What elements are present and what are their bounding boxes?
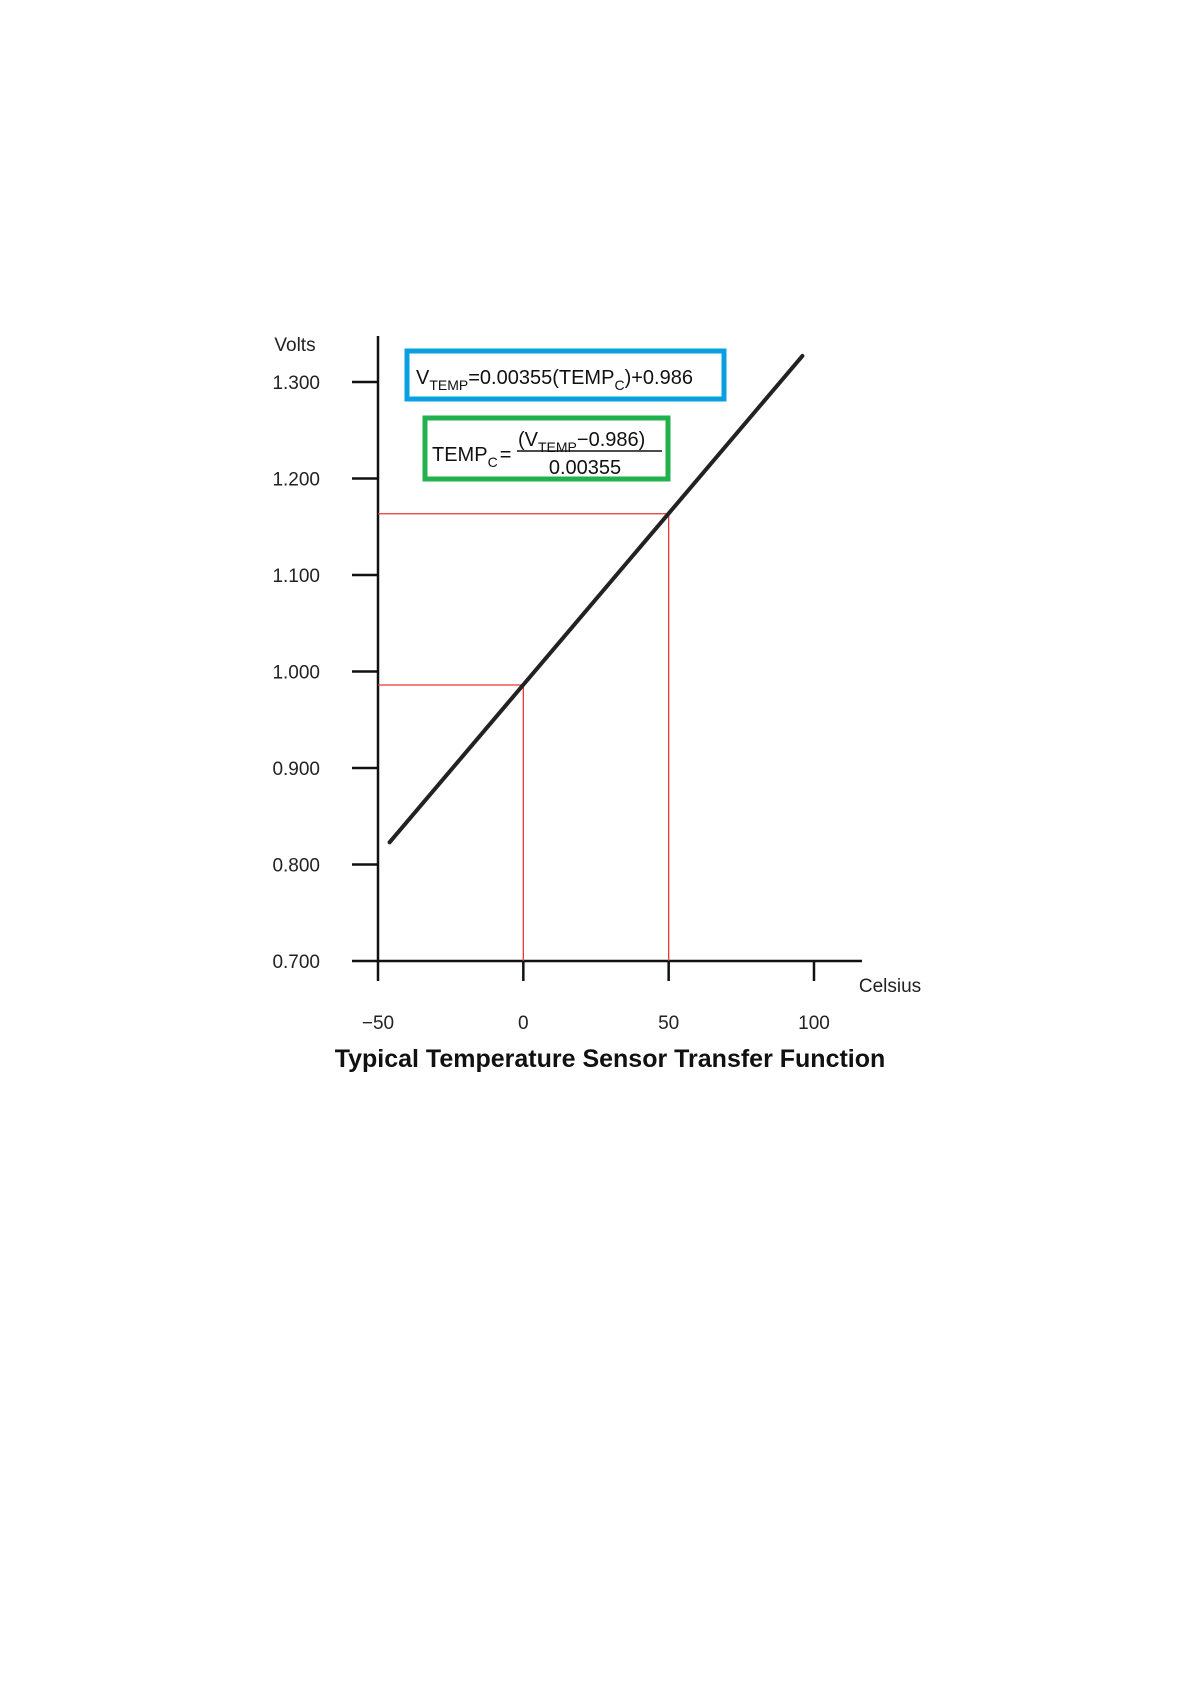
voltage-equation-tail: )+0.986 <box>624 367 693 389</box>
y-tick-label: 1.300 <box>272 373 320 394</box>
temp-symbol: TEMP <box>432 444 488 466</box>
reference-lines <box>378 514 669 961</box>
y-tick-label: 1.200 <box>272 469 320 491</box>
numerator-subscript: TEMP <box>538 439 577 455</box>
y-tick-label: 1.100 <box>272 566 320 587</box>
temperature-equation-box <box>425 418 668 479</box>
y-tick-label: 0.900 <box>272 759 320 780</box>
x-tick-label: 100 <box>798 1013 830 1034</box>
y-axis-title: Volts <box>274 335 316 356</box>
y-tick-label: 0.700 <box>272 952 320 973</box>
voltage-equation-box <box>407 351 724 399</box>
temperature-equation-denominator: 0.00355 <box>548 457 622 479</box>
voltage-equation-body: =0.00355(TEMP <box>468 367 615 389</box>
y-tick-label: 1.000 <box>272 662 320 684</box>
celsius-subscript: C <box>614 377 625 393</box>
x-tick-label: 0 <box>518 1013 529 1034</box>
equals-sign: = <box>499 444 512 466</box>
x-axis-title: Celsius <box>858 976 922 997</box>
voltage-symbol-subscript: TEMP <box>429 377 469 393</box>
chart-title: Typical Temperature Sensor Transfer Function <box>334 1045 886 1073</box>
temp-symbol-subscript: C <box>487 454 498 470</box>
numerator-rest: −0.986) <box>576 429 646 451</box>
x-tick-label: −50 <box>361 1013 395 1034</box>
y-ticks <box>272 373 378 973</box>
numerator-open: (V <box>518 429 538 451</box>
y-tick-label: 0.800 <box>272 855 320 877</box>
voltage-symbol: V <box>416 367 430 389</box>
x-tick-label: 50 <box>658 1013 680 1034</box>
x-ticks <box>362 961 830 1034</box>
